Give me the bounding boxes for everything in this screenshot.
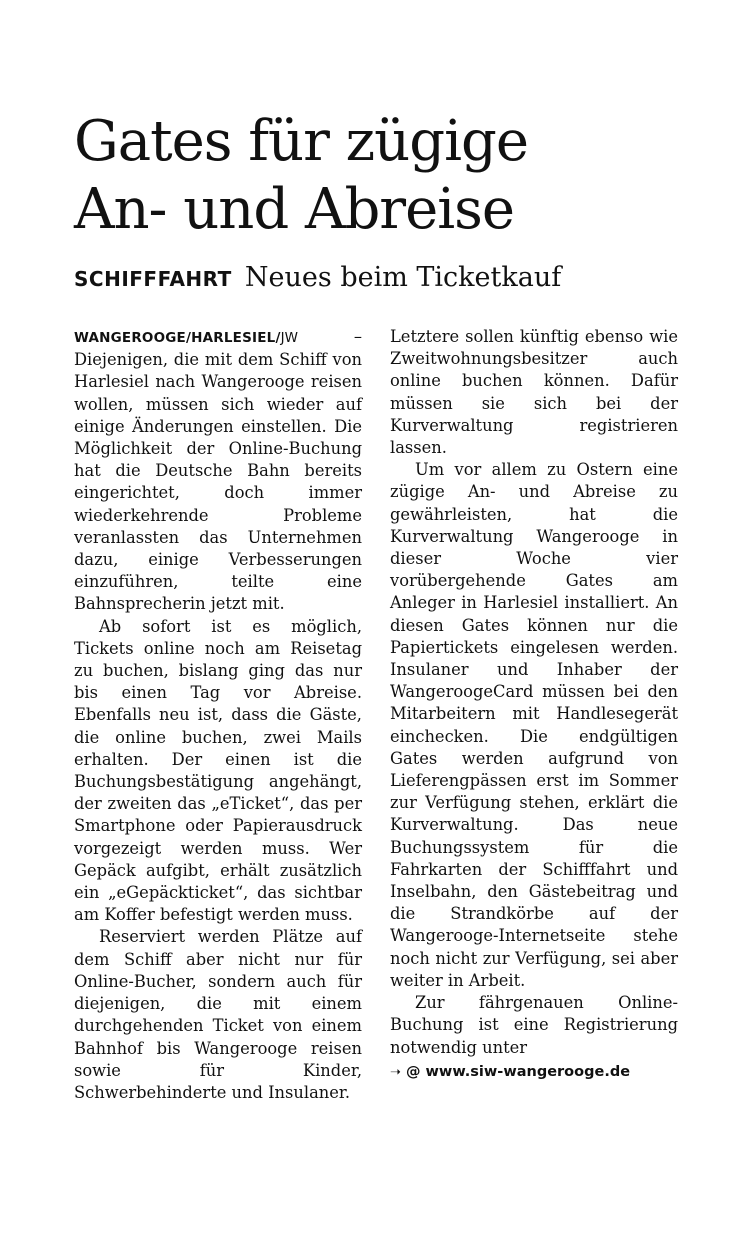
- paragraph-2: Ab sofort ist es möglich, Tickets online noch am Reisetag zu buchen, bislang ging das nur bis einen Tag vor Abreise. Ebenfalls neu ist, dass die Gäste, die online buchen, zwei Mails erhalten. Der einen ist die Buchungsbestätigung angehängt, der zweiten das „eTicket“, das per Smartphone oder Papierausdruck vorgezeigt werden muss. Wer Gepäck aufgibt, erhält zusätzlich ein „eGepäckticket“, das sichtbar am Koffer befestigt werden muss.: [74, 616, 362, 925]
- headline-line-2: An- und Abreise: [74, 177, 514, 242]
- author-initials: JW: [280, 330, 298, 346]
- web-link[interactable]: www.siw-wangerooge.de: [425, 1063, 631, 1080]
- kicker: SCHIFFFAHRT: [74, 267, 232, 291]
- article-headline: [74, 108, 694, 244]
- article-column-left: [74, 326, 362, 1104]
- paragraph-3-continued: Letztere sollen künftig ebenso wie Zweitwohnungsbesitzer auch online buchen können. Dafür müssen sie sich bei der Kurverwaltung registrieren lassen.: [390, 327, 678, 458]
- paragraph-3: Reserviert werden Plätze auf dem Schiff aber nicht nur für Online-Bucher, sondern auch für diejenigen, die mit einem durchgehenden Ticket von einem Bahnhof bis Wangerooge reisen sowie für Kinder, Schwerbehinderte und Insulaner.: [74, 927, 362, 1102]
- paragraph-4: Um vor allem zu Ostern eine zügige An- und Abreise zu gewährleisten, hat die Kurverwaltung Wangerooge in dieser Woche vier vorübergehende Gates am Anleger in Harlesiel installiert. An diesen Gates können nur die Papiertickets eingelesen werden. Insulaner und Inhaber der WangeroogeCard müssen bei den Mitarbeitern mit Handlesegerät einchecken. Die endgültigen Gates werden aufgrund von Lieferengpässen erst im Sommer zur Verfügung stehen, erklärt die Kurverwaltung. Das neue Buchungssystem für die Fahrkarten der Schifffahrt und Inselbahn, den Gästebeitrag und die Strandkörbe auf der Wangerooge-Internetseite stehe noch nicht zur Verfügung, sei aber weiter in Arbeit.: [390, 460, 678, 990]
- arrow-icon: ➝: [390, 1064, 401, 1080]
- headline-line-1: Gates für zügige: [74, 109, 528, 174]
- web-reference: [390, 1061, 678, 1084]
- paragraph-1: [74, 326, 362, 616]
- article-column-right: [390, 326, 678, 1084]
- at-icon: @: [405, 1063, 421, 1080]
- dateline: WANGEROOGE/HARLESIEL/: [74, 330, 281, 346]
- paragraph-5: Zur fährgenauen Online-Buchung ist eine Registrierung notwendig unter: [390, 993, 678, 1057]
- article-subtitle: Neues beim Ticketkauf: [244, 262, 562, 293]
- paragraph-1-text: – Diejenigen, die mit dem Schiff von Harlesiel nach Wangerooge reisen wollen, müssen sich wieder auf einige Änderungen einstellen. Die Möglichkeit der Online-Buchung hat die Deutsche Bahn bereits eingerichtet, doch immer wiederkehrende Probleme veranlassten das Unternehmen dazu, einige Verbesserungen einzuführen, teilte eine Bahnsprecherin jetzt mit.: [74, 327, 362, 614]
- article-subline: [74, 262, 694, 293]
